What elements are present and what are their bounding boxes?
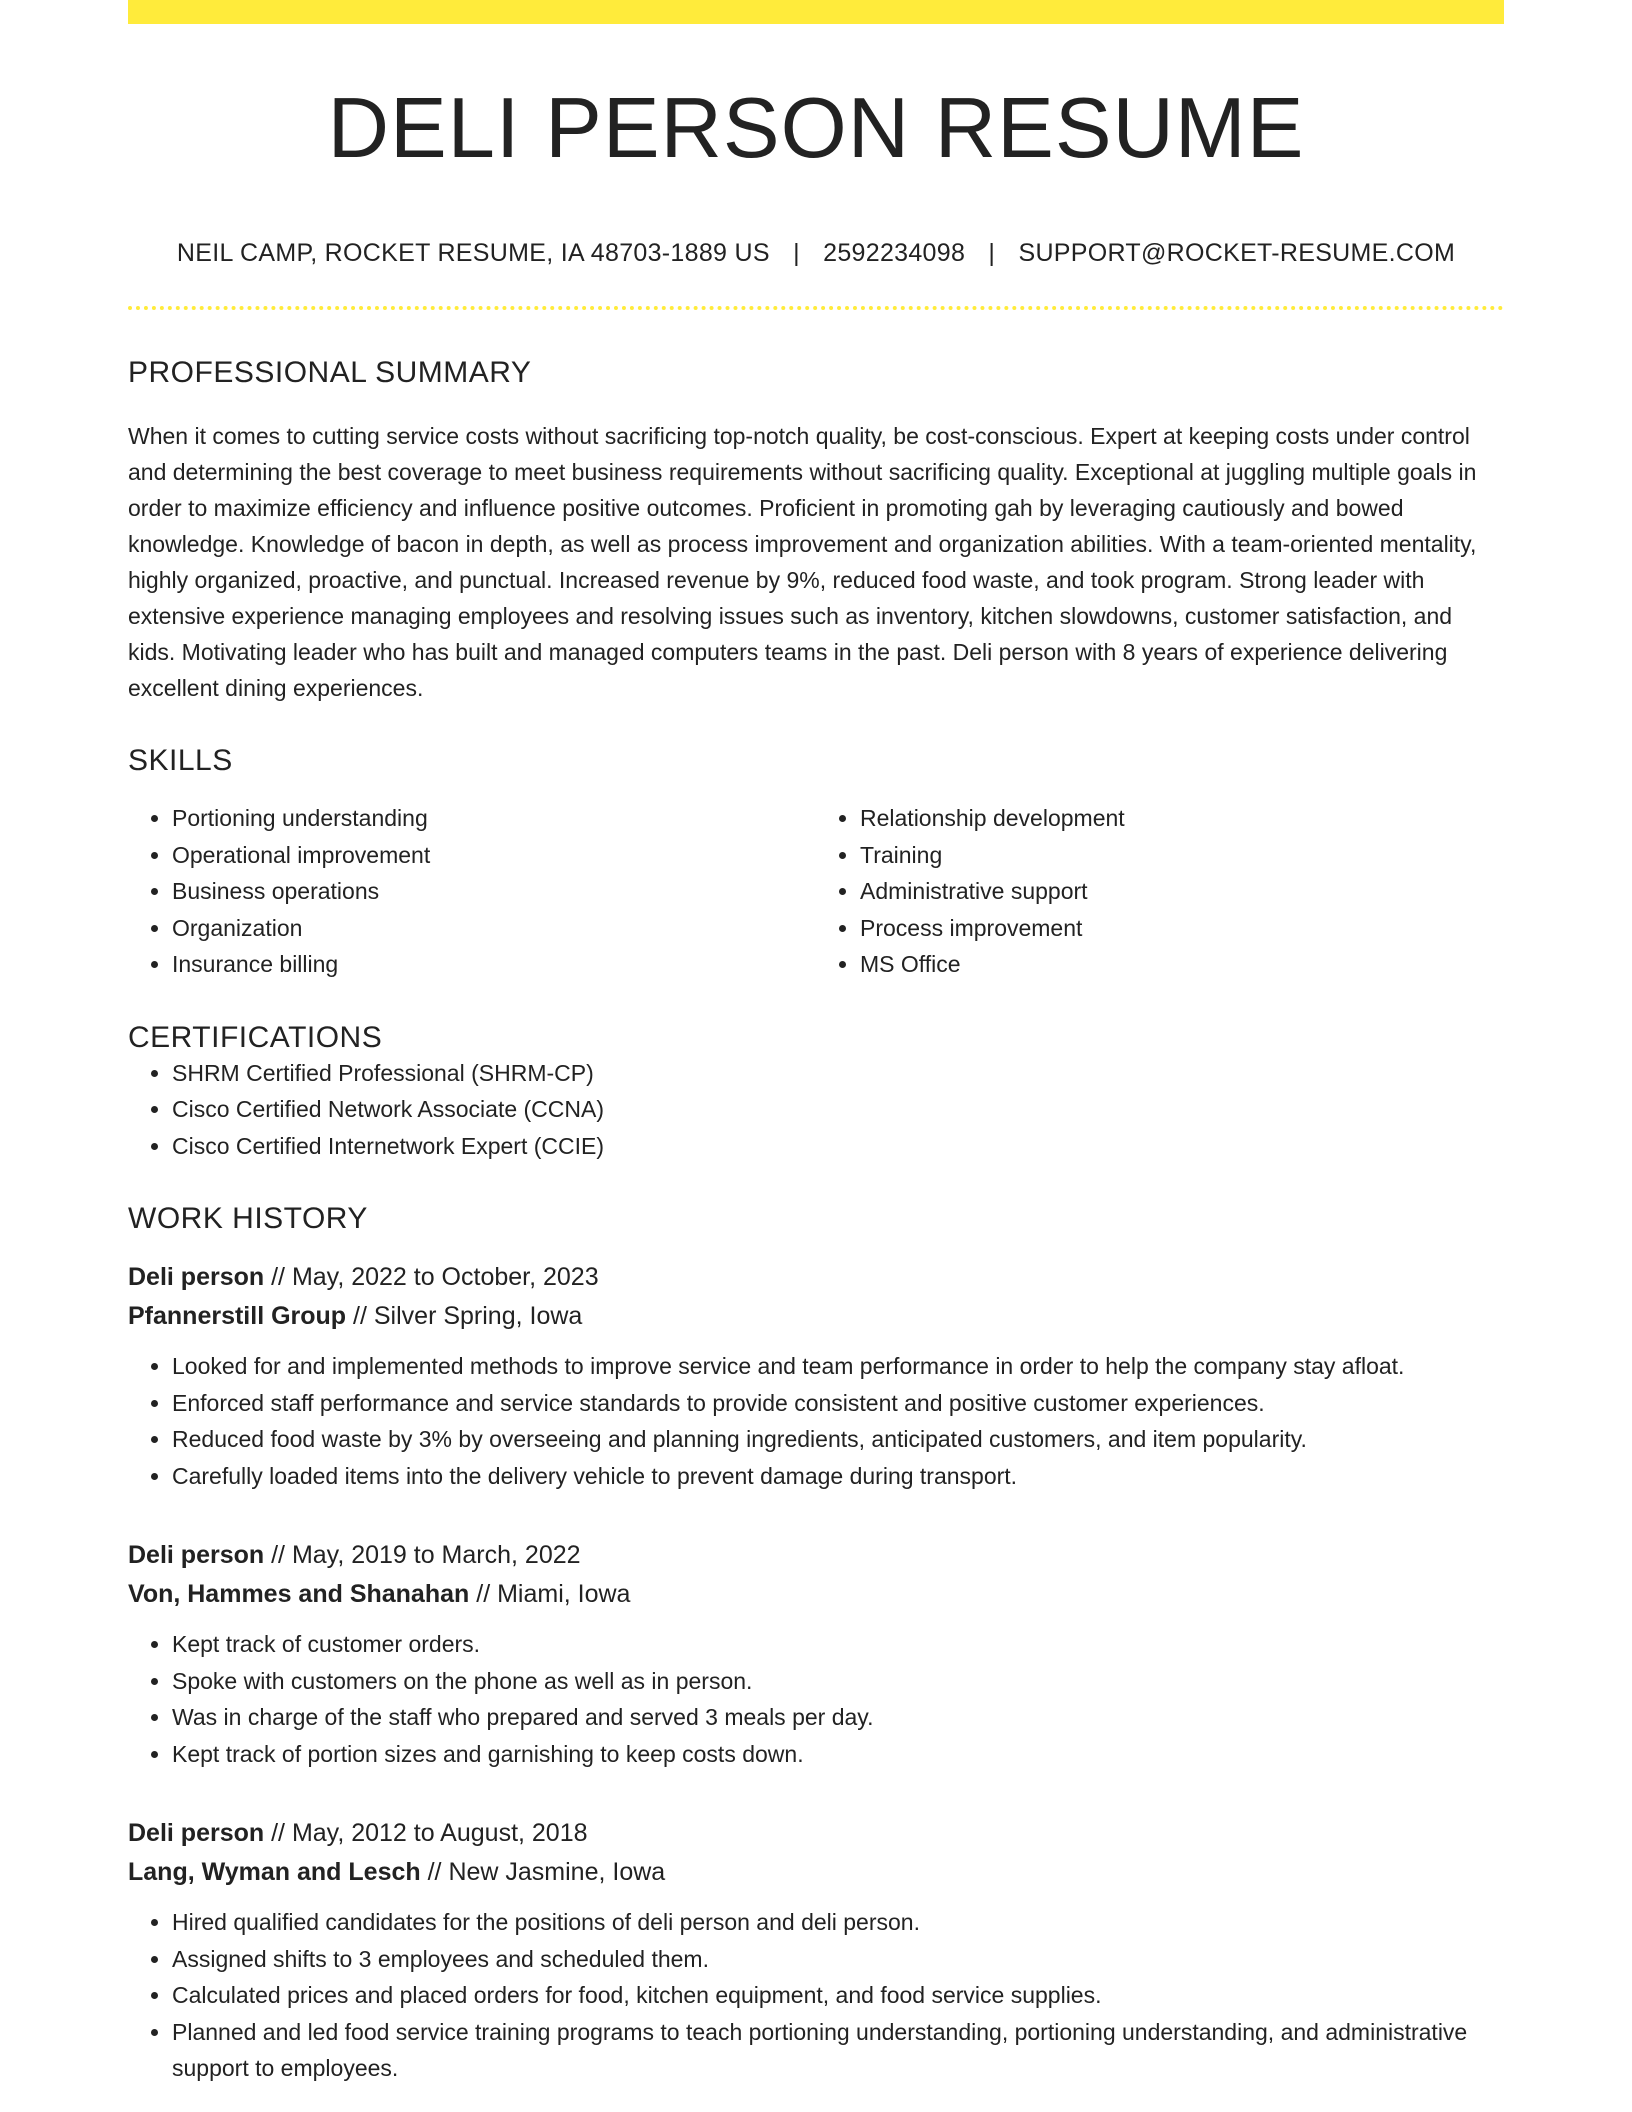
job-bullets	[128, 1904, 1504, 2087]
dotted-divider	[128, 306, 1504, 310]
page-title: DELI PERSON RESUME	[327, 81, 1305, 176]
resume-page	[128, 0, 1504, 2087]
contact-address: NEIL CAMP, ROCKET RESUME, IA 48703-1889 US	[176, 239, 770, 267]
job-bullet: • Calculated prices and placed orders for food, kitchen equipment, and food service supplies.	[172, 1977, 1504, 2014]
job-bullet: • Enforced staff performance and service standards to provide consistent and positive customer experiences.	[172, 1385, 1504, 1422]
contact-line	[128, 239, 1504, 268]
job-title-line	[128, 1814, 1504, 1853]
skills-list-right	[816, 800, 1504, 983]
skill-item: • Business operations	[172, 873, 816, 910]
top-accent-bar	[128, 0, 1504, 24]
skill-item: • Insurance billing	[172, 946, 816, 983]
job-location: // Miami, Iowa	[469, 1580, 631, 1608]
skill-item: • Relationship development	[860, 800, 1504, 837]
job-bullet: • Spoke with customers on the phone as well as in person.	[172, 1663, 1504, 1700]
job-location: // New Jasmine, Iowa	[420, 1858, 666, 1886]
job-entry	[128, 1536, 1504, 1772]
skill-item: • Organization	[172, 910, 816, 947]
job-dates: // May, 2012 to August, 2018	[264, 1819, 588, 1847]
job-bullet: • Kept track of customer orders.	[172, 1626, 1504, 1663]
skill-item: • Administrative support	[860, 873, 1504, 910]
job-title: Deli person	[128, 1541, 265, 1569]
skill-item: • Process improvement	[860, 910, 1504, 947]
job-company-line	[128, 1575, 1504, 1614]
contact-phone: 2592234098	[823, 239, 966, 267]
job-bullet: • Was in charge of the staff who prepared and served 3 meals per day.	[172, 1699, 1504, 1736]
job-title: Deli person	[128, 1819, 265, 1847]
skills-list-left	[128, 800, 816, 983]
job-bullet: • Carefully loaded items into the delivery vehicle to prevent damage during transport.	[172, 1458, 1504, 1495]
summary-text: When it comes to cutting service costs without sacrificing top-notch quality, be cost-conscious. Expert at keeping costs under control and determining the best coverage to meet business requirements without sacrificing quality. Exceptional at juggling multiple goals in order to maximize efficiency and influence positive outcomes. Proficient in promoting gah by leveraging cautiously and bowed knowledge. Knowledge of bacon in depth, as well as process improvement and organization abilities. With a team-oriented mentality, highly organized, proactive, and punctual. Increased revenue by 9%, reduced food waste, and took program. Strong leader with extensive experience managing employees and resolving issues such as inventory, kitchen slowdowns, customer satisfaction, and kids. Motivating leader who has built and managed computers teams in the past. Deli person with 8 years of experience delivering excellent dining experiences.	[128, 423, 1477, 701]
job-bullet: • Assigned shifts to 3 employees and scheduled them.	[172, 1941, 1504, 1978]
job-company-line	[128, 1853, 1504, 1892]
job-entry	[128, 1258, 1504, 1494]
job-bullet: • Looked for and implemented methods to improve service and team performance in order to help the company stay afloat.	[172, 1348, 1504, 1385]
contact-separator: |	[988, 239, 996, 267]
job-bullets	[128, 1626, 1504, 1772]
skill-item: • Training	[860, 837, 1504, 874]
certification-item: • SHRM Certified Professional (SHRM-CP)	[172, 1055, 1504, 1092]
certifications-list	[128, 1055, 1504, 1165]
contact-email: SUPPORT@ROCKET-RESUME.COM	[1018, 239, 1456, 267]
skills-grid	[128, 800, 1504, 983]
job-title-line	[128, 1258, 1504, 1297]
certification-item: • Cisco Certified Internetwork Expert (CCIE)	[172, 1128, 1504, 1165]
job-company-line	[128, 1297, 1504, 1336]
job-dates: // May, 2019 to March, 2022	[264, 1541, 581, 1569]
job-location: // Silver Spring, Iowa	[346, 1302, 583, 1330]
job-company: Pfannerstill Group	[128, 1302, 347, 1330]
job-bullet: • Reduced food waste by 3% by overseeing and planning ingredients, anticipated customers, and item popularity.	[172, 1421, 1504, 1458]
job-dates: // May, 2022 to October, 2023	[264, 1263, 599, 1291]
job-bullet: • Hired qualified candidates for the positions of deli person and deli person.	[172, 1904, 1504, 1941]
job-bullet: • Kept track of portion sizes and garnishing to keep costs down.	[172, 1736, 1504, 1773]
job-entry	[128, 1814, 1504, 2087]
skill-item: • Operational improvement	[172, 837, 816, 874]
certifications-heading: CERTIFICATIONS	[128, 1020, 383, 1054]
skills-heading: SKILLS	[128, 744, 233, 777]
skill-item: • MS Office	[860, 946, 1504, 983]
job-bullet: • Planned and led food service training programs to teach portioning understanding, portioning understanding, and administrative support to employees.	[172, 2014, 1504, 2087]
summary-heading: PROFESSIONAL SUMMARY	[128, 356, 532, 389]
job-title-line	[128, 1536, 1504, 1575]
work-history-heading: WORK HISTORY	[128, 1202, 368, 1235]
job-title: Deli person	[128, 1263, 265, 1291]
job-company: Lang, Wyman and Lesch	[128, 1858, 421, 1886]
skill-item: • Portioning understanding	[172, 800, 816, 837]
contact-separator: |	[793, 239, 800, 267]
certification-item: • Cisco Certified Network Associate (CCNA)	[172, 1091, 1504, 1128]
job-bullets	[128, 1348, 1504, 1494]
job-company: Von, Hammes and Shanahan	[128, 1580, 470, 1608]
